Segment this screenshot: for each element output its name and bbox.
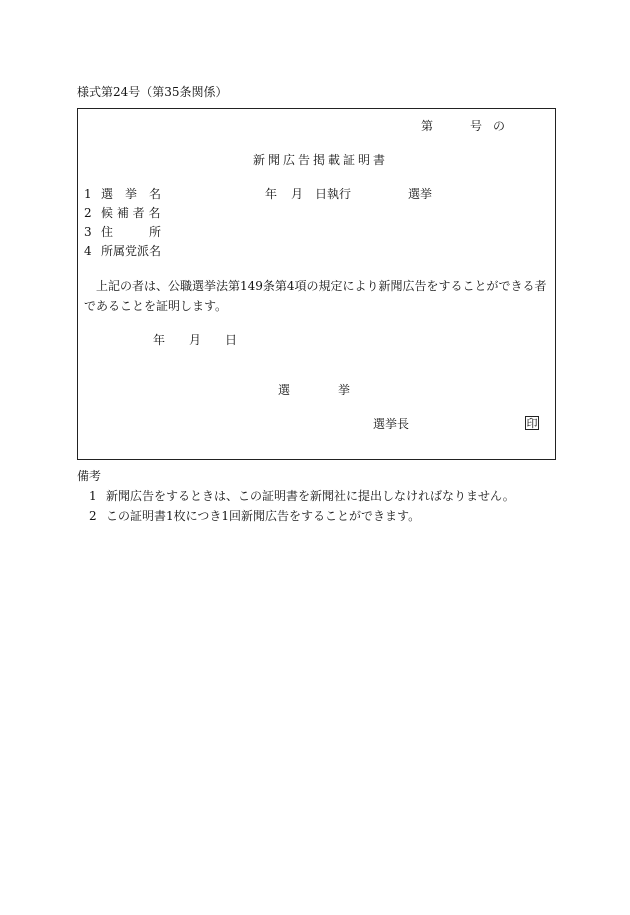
field-1-num: 1: [84, 187, 92, 201]
field-2-label: 候 補 者 名: [101, 206, 161, 220]
election-label-a: 選: [278, 383, 291, 397]
certificate-statement: 上記の者は、公職選挙法第149条第4項の規定により新聞広告をすることができる者であることを証明します。: [84, 279, 547, 313]
election-label-b: 挙: [338, 383, 351, 397]
field-1-day: 日執行: [315, 187, 352, 201]
note-1-num: 1: [89, 489, 97, 503]
field-3-num: 3: [84, 225, 92, 239]
certificate-title: 新聞広告掲載証明書: [253, 153, 389, 167]
note-2-num: 2: [89, 509, 97, 523]
field-4-label: 所属党派名: [101, 244, 162, 258]
seal-mark: 印: [526, 417, 538, 430]
field-2-num: 2: [84, 206, 92, 220]
date-month: 月: [189, 333, 202, 347]
form-number: 様式第24号（第35条関係）: [77, 85, 228, 99]
field-4-num: 4: [84, 244, 92, 258]
field-1-label: 選 挙 名: [101, 187, 162, 201]
certificate-number-no: の: [493, 119, 506, 133]
field-1-year: 年: [265, 187, 278, 201]
note-1-text: 新聞広告をするときは、この証明書を新聞社に提出しなければなりません。: [106, 489, 515, 503]
date-year: 年: [153, 333, 166, 347]
notes-title: 備考: [77, 469, 102, 483]
certificate-number-dai: 第: [421, 119, 434, 133]
date-day: 日: [225, 333, 238, 347]
field-3-label: 住 所: [101, 225, 162, 239]
certificate-number-go: 号: [470, 119, 483, 133]
note-2-text: この証明書1枚につき1回新聞広告をすることができます。: [106, 509, 421, 523]
election-chief-label: 選挙長: [373, 417, 410, 431]
field-1-election: 選挙: [408, 187, 433, 201]
field-1-month: 月: [291, 187, 304, 201]
